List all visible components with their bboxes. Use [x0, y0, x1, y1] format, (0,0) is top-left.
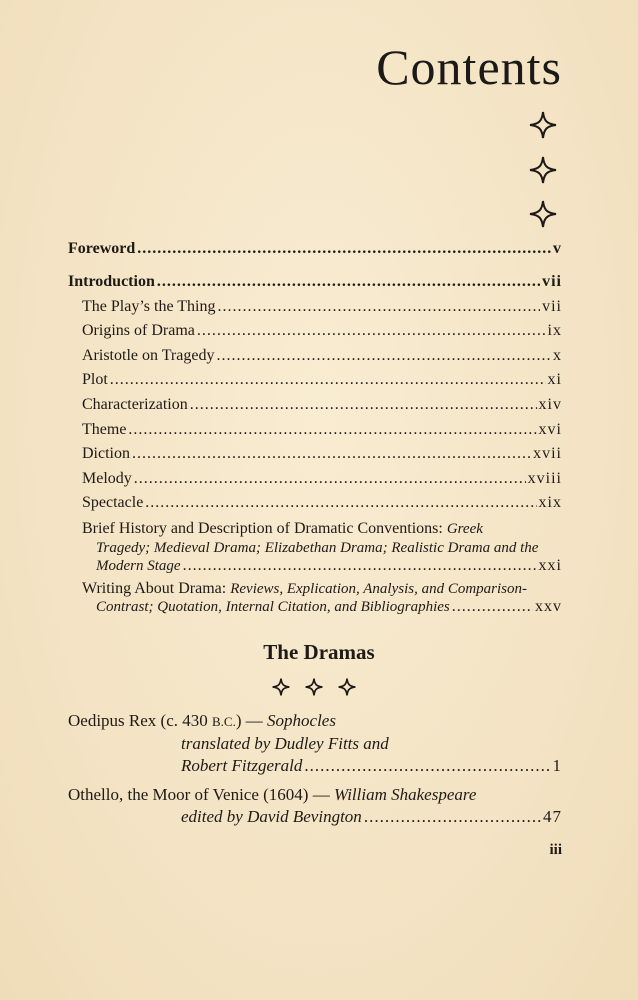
dot-leader: [216, 346, 551, 366]
toc-entry-writing-line1[interactable]: Writing About Drama: Reviews, Explication, Analysis, and Comparison-: [82, 580, 527, 597]
dot-leader: [145, 493, 536, 513]
section-heading-dramas: The Dramas: [263, 640, 375, 664]
dot-leader: [183, 556, 537, 576]
page-title: Contents: [376, 39, 562, 95]
dot-leader: [137, 239, 551, 259]
toc-entry-history-line1[interactable]: Brief History and Description of Dramatic Conventions: Greek: [82, 520, 483, 537]
toc-entry[interactable]: Aristotle on Tragedy ..... x: [82, 346, 562, 366]
toc-entry[interactable]: Theme ..... xvi: [82, 420, 562, 440]
four-point-star-icon: [529, 156, 557, 184]
drama-entry-oedipus-line3[interactable]: Robert Fitzgerald ..... 1: [181, 756, 562, 776]
dot-leader: [157, 272, 540, 292]
four-point-star-icon: [305, 678, 323, 696]
toc-entry[interactable]: Characterization ..... xiv: [82, 395, 562, 415]
dot-leader: [217, 297, 540, 317]
toc-entry-history-line2: Tragedy; Medieval Drama; Elizabethan Drama; Realistic Drama and the: [96, 540, 539, 556]
dot-leader: [304, 756, 550, 776]
toc-entry[interactable]: Plot ..... xi: [82, 370, 562, 390]
toc-entry-introduction[interactable]: Introduction ..... vii: [68, 272, 562, 292]
dot-leader: [190, 395, 537, 415]
toc-entry-foreword[interactable]: Foreword ..... v: [68, 239, 562, 259]
four-point-star-icon: [338, 678, 356, 696]
drama-entry-oedipus-line2: translated by Dudley Fitts and: [181, 734, 389, 753]
dot-leader: [110, 370, 546, 390]
four-point-star-icon: [529, 111, 557, 139]
toc-entry-writing-line2[interactable]: Contrast; Quotation, Internal Citation, and Bibliographies ..... xxv: [96, 597, 562, 617]
toc-entry[interactable]: Diction ..... xvii: [82, 444, 562, 464]
dot-leader: [128, 420, 536, 440]
drama-entry-othello-line1[interactable]: Othello, the Moor of Venice (1604) — William Shakespeare: [68, 785, 477, 804]
dot-leader: [452, 597, 533, 617]
drama-entry-oedipus-line1[interactable]: Oedipus Rex (c. 430 B.C.) — Sophocles: [68, 711, 336, 730]
dot-leader: [364, 807, 541, 827]
page-number: iii: [549, 842, 562, 858]
dot-leader: [197, 321, 546, 341]
dot-leader: [132, 444, 531, 464]
toc-entry[interactable]: Melody ..... xviii: [82, 469, 562, 489]
toc-entry[interactable]: Spectacle ..... xix: [82, 493, 562, 513]
toc-entry-history-line3[interactable]: Modern Stage ..... xxi: [96, 556, 562, 576]
toc-entry[interactable]: Origins of Drama ..... ix: [82, 321, 562, 341]
four-point-star-icon: [272, 678, 290, 696]
toc-entry[interactable]: The Play’s the Thing ..... vii: [82, 297, 562, 317]
four-point-star-icon: [529, 200, 557, 228]
dot-leader: [134, 469, 526, 489]
drama-entry-othello-line2[interactable]: edited by David Bevington ..... 47: [181, 807, 562, 827]
